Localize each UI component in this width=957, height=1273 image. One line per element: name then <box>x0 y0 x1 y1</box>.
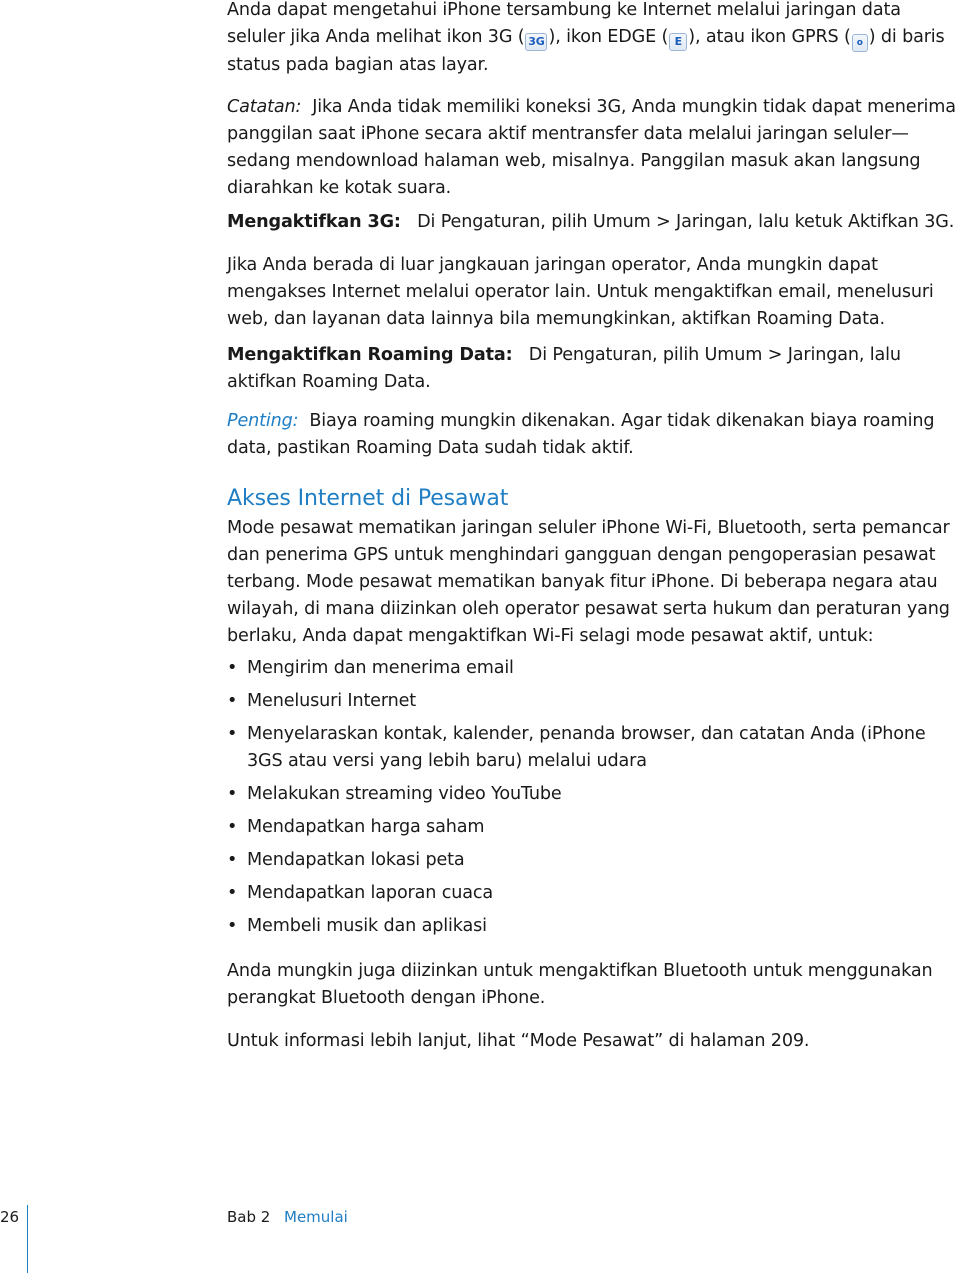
bullet: • <box>227 724 238 744</box>
list-item: • Menelusuri Internet <box>227 688 957 715</box>
bullet: • <box>227 883 238 903</box>
list-item: • Menyelaraskan kontak, kalender, penanda browser, dan catatan Anda (iPhone 3GS atau versi yang lebih baru) melalui udara <box>227 721 957 775</box>
chapter-label: Bab 2 <box>227 1208 271 1226</box>
airplane-wifi-list <box>227 655 957 940</box>
note-paragraph <box>227 94 957 202</box>
intro-text-2: ), ikon EDGE ( <box>548 27 669 47</box>
important-paragraph <box>227 408 957 462</box>
bullet: • <box>227 916 238 936</box>
list-item: • Mendapatkan harga saham <box>227 814 957 841</box>
list-item: • Mengirim dan menerima email <box>227 655 957 682</box>
activate-3g-paragraph <box>227 209 957 236</box>
airplane-mode-paragraph: Mode pesawat mematikan jaringan seluler iPhone Wi-Fi, Bluetooth, serta pemancar dan penerima GPS untuk menghindari gangguan dengan pengoperasian pesawat terbang. Mode pesawat mematikan banyak fitur iPhone. Di beberapa negara atau wilayah, di mana diizinkan oleh operator pesawat serta hukum dan peraturan yang berlaku, Anda dapat mengaktifkan Wi-Fi selagi mode pesawat aktif, untuk: <box>227 518 950 646</box>
list-item: • Membeli musik dan aplikasi <box>227 913 957 940</box>
list-item: • Mendapatkan lokasi peta <box>227 847 957 874</box>
intro-paragraph <box>227 0 957 79</box>
activate-roaming-text: Di Pengaturan, pilih Umum > Jaringan, lalu aktifkan Roaming Data. <box>227 345 901 392</box>
note-text: Jika Anda tidak memiliki koneksi 3G, Anda mungkin tidak dapat menerima panggilan saat iPhone secara aktif mentransfer data melalui jaringan seluler—sedang mendownload halaman web, misalnya. Panggilan masuk akan langsung diarahkan ke kotak suara. <box>227 97 956 198</box>
chapter-title: Memulai <box>284 1208 348 1226</box>
activate-3g-text: Di Pengaturan, pilih Umum > Jaringan, lalu ketuk Aktifkan 3G. <box>417 212 955 232</box>
note-label: Catatan: <box>227 97 302 117</box>
more-info-paragraph: Untuk informasi lebih lanjut, lihat “Mode Pesawat” di halaman 209. <box>227 1031 810 1051</box>
list-item: • Mendapatkan laporan cuaca <box>227 880 957 907</box>
bluetooth-paragraph: Anda mungkin juga diizinkan untuk mengaktifkan Bluetooth untuk menggunakan perangkat Bluetooth dengan iPhone. <box>227 961 933 1008</box>
bullet: • <box>227 784 238 804</box>
activate-3g-label: Mengaktifkan 3G: <box>227 212 401 232</box>
bullet: • <box>227 658 238 678</box>
edge-icon: E <box>669 33 687 51</box>
intro-text-4: ) di baris status pada bagian atas layar. <box>227 27 945 75</box>
footer-divider <box>27 1205 28 1273</box>
intro-text-3: ), atau ikon GPRS ( <box>688 27 851 47</box>
page-number: 26 <box>0 1208 20 1226</box>
3g-icon: 3G <box>525 33 547 51</box>
important-text: Biaya roaming mungkin dikenakan. Agar tidak dikenakan biaya roaming data, pastikan Roaming Data sudah tidak aktif. <box>227 411 935 458</box>
bullet: • <box>227 817 238 837</box>
gprs-icon: o <box>852 34 868 52</box>
list-item: • Melakukan streaming video YouTube <box>227 781 957 808</box>
important-label: Penting: <box>227 411 299 431</box>
activate-roaming-label: Mengaktifkan Roaming Data: <box>227 345 513 365</box>
bullet: • <box>227 850 238 870</box>
section-heading: Akses Internet di Pesawat <box>227 486 509 511</box>
intro-text-1: Anda dapat mengetahui iPhone tersambung ke Internet melalui jaringan data seluler jika Anda melihat ikon 3G ( <box>227 0 901 47</box>
outside-coverage-paragraph: Jika Anda berada di luar jangkauan jaringan operator, Anda mungkin dapat mengakses Internet melalui operator lain. Untuk mengaktifkan email, menelusuri web, dan layanan data lainnya bila memungkinkan, aktifkan Roaming Data. <box>227 255 934 329</box>
bullet: • <box>227 691 238 711</box>
activate-roaming-paragraph <box>227 342 957 396</box>
